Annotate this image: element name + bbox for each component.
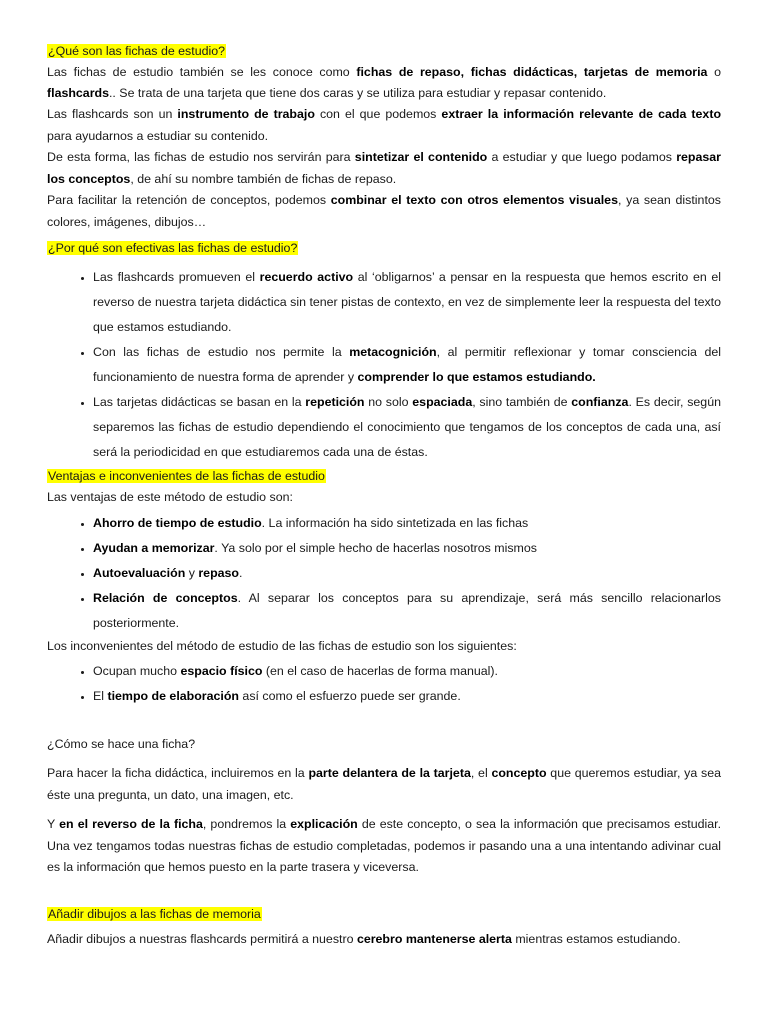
list-item: • Ayudan a memorizar. Ya solo por el simple hecho de hacerlas nosotros mismos [93, 536, 721, 561]
paragraph: Los inconvenientes del método de estudio de las fichas de estudio son los siguientes: [47, 638, 517, 653]
section-heading: ¿Por qué son efectivas las fichas de estudio? [48, 241, 298, 255]
section-heading: ¿Cómo se hace una ficha? [47, 737, 196, 751]
paragraph: Para hacer la ficha didáctica, incluiremos en la parte delantera de la tarjeta, el concepto que queremos estudiar, ya sea éste una pregunta, un dato, una imagen, etc. [47, 766, 721, 802]
list-item: • Las tarjetas didácticas se basan en la repetición no solo espaciada, sino también de confianza. Es decir, según separemos las fichas de estudio dependiendo el conocimiento que tengamos de los conceptos de cada una, así será la periodicidad en que estudiaremos cada una de éstas. [93, 390, 721, 465]
list-item: • El tiempo de elaboración así como el esfuerzo puede ser grande. [93, 684, 721, 709]
disadvantages-list [47, 659, 721, 709]
section-heading: Ventajas e inconvenientes de las fichas de estudio [48, 469, 325, 483]
paragraph: Las fichas de estudio también se les conoce como fichas de repaso, fichas didácticas, tarjetas de memoria o flashcards.. Se trata de una tarjeta que tiene dos caras y se utiliza para estudiar y repasar contenido. [47, 65, 721, 100]
list-item: • Las flashcards promueven el recuerdo activo al ‘obligarnos’ a pensar en la respuesta que hemos escrito en el reverso de nuestra tarjeta didáctica sin tener pistas de contexto, en vez de simplemente leer la respuesta del texto que estamos estudiando. [93, 265, 721, 340]
list-item: • Autoevaluación y repaso. [93, 561, 721, 586]
section-heading: Añadir dibujos a las fichas de memoria [48, 906, 261, 921]
list-item: • Ahorro de tiempo de estudio. La información ha sido sintetizada en las fichas [93, 511, 721, 536]
paragraph: Las ventajas de este método de estudio son: [47, 490, 293, 504]
list-item: • Relación de conceptos. Al separar los conceptos para su aprendizaje, será más sencillo relacionarlos posteriormente. [93, 586, 721, 636]
paragraph: Para facilitar la retención de conceptos, podemos combinar el texto con otros elementos visuales, ya sean distintos colores, imágenes, dibujos… [47, 193, 721, 229]
paragraph: Las flashcards son un instrumento de trabajo con el que podemos extraer la información relevante de cada texto para ayudarnos a estudiar su contenido. [47, 107, 722, 143]
advantages-list [47, 511, 721, 636]
paragraph: Añadir dibujos a nuestras flashcards permitirá a nuestro cerebro mantenerse alerta mientras estamos estudiando. [47, 931, 681, 946]
bullet-list [47, 265, 721, 465]
list-item: • Con las fichas de estudio nos permite la metacognición, al permitir reflexionar y tomar consciencia del funcionamiento de nuestra forma de aprender y comprender lo que estamos estudiando. [93, 340, 721, 390]
paragraph: Y en el reverso de la ficha, pondremos la explicación de este concepto, o sea la información que precisamos estudiar. Una vez tengamos todas nuestras fichas de estudio completadas, podemos ir pasando una a una intentando adivinar cual es la información que hemos puesto en la parte trasera y viceversa. [47, 817, 722, 874]
paragraph: De esta forma, las fichas de estudio nos servirán para sintetizar el contenido a estudiar y que luego podamos repasar los conceptos, de ahí su nombre también de fichas de repaso. [47, 150, 721, 186]
list-item: • Ocupan mucho espacio físico (en el caso de hacerlas de forma manual). [93, 659, 721, 684]
section-heading: ¿Qué son las fichas de estudio? [48, 44, 226, 58]
